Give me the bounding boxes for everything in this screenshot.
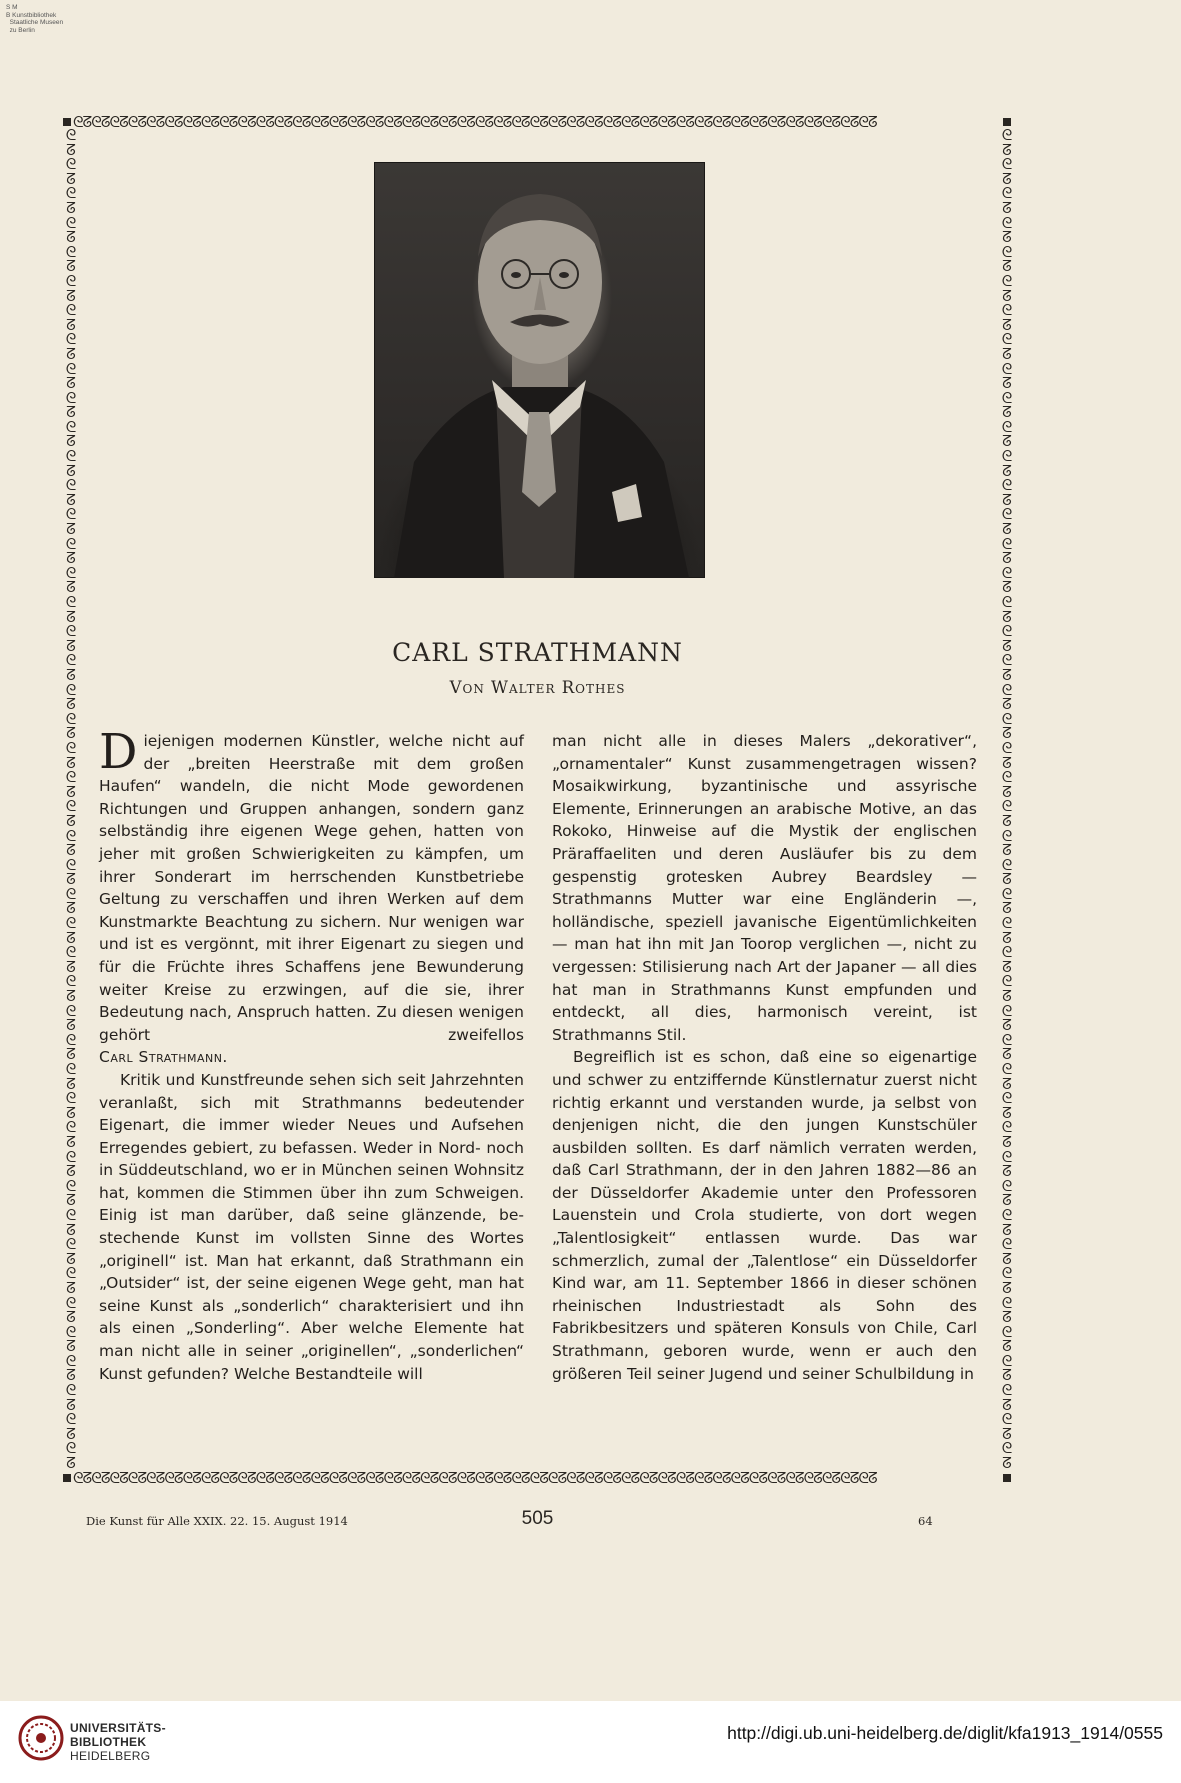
left-paragraph-1-text: iejenigen modernen Künstler, welche nicht auf der „breiten Heerstraße mit dem großen Haufen“ wandeln, die nicht Mode gewordenen Richtungen und Gruppen anhangen, sondern ganz selbständig ihre eigenen Wege gehen, hatten von jeher mit großen Schwierigkeiten zu kämpfen, um ihrer Sonderart im herrschenden Kunstbetriebe Geltung zu verschaffen und ihren Werken auf dem Kunstmarkte Beachtung zu sichern. Nur wenigen war und ist es vergönnt, mit ihrer Eigenart zu siegen und für die Früchte ihres Schaffens jene Bewunderung weiter Kreise zu erzwingen, auf die sie, ihrer Bedeutung nach, Anspruch hatten. Zu diesen wenigen gehört zweifellos (99, 732, 524, 1044)
library-bar (0, 1701, 1181, 1783)
left-eye (511, 272, 521, 278)
library-name-line-3: HEIDELBERG (70, 1749, 151, 1763)
ornament-border-top: ᘓᘔᘓᘔᘓᘔᘓᘔᘓᘔᘓᘔᘓᘔᘓᘔᘓᘔᘓᘔᘓᘔᘓᘔᘓᘔᘓᘔᘓᘔᘓᘔᘓᘔᘓᘔᘓᘔᘓᘔᘓᘔᘓᘔᘓᘔᘓᘔᘓᘔᘓᘔᘓᘔᘓᘔᘓᘔᘓᘔᘓᘔᘓᘔᘓᘔᘓᘔᘓᘔᘓᘔᘓᘔᘓᘔᘓᘔᘓᘔᘓᘔᘓᘔᘓᘔᘓᘔ (73, 115, 877, 129)
artist-name: Carl Strathmann. (99, 1048, 228, 1067)
portrait-photograph (374, 162, 705, 578)
frame-corner-bottom-right (1003, 1474, 1011, 1482)
university-seal-icon (18, 1715, 64, 1761)
right-column (552, 730, 977, 1385)
ornament-border-bottom: ᘓᘔᘓᘔᘓᘔᘓᘔᘓᘔᘓᘔᘓᘔᘓᘔᘓᘔᘓᘔᘓᘔᘓᘔᘓᘔᘓᘔᘓᘔᘓᘔᘓᘔᘓᘔᘓᘔᘓᘔᘓᘔᘓᘔᘓᘔᘓᘔᘓᘔᘓᘔᘓᘔᘓᘔᘓᘔᘓᘔᘓᘔᘓᘔᘓᘔᘓᘔᘓᘔᘓᘔᘓᘔᘓᘔᘓᘔᘓᘔᘓᘔᘓᘔᘓᘔᘓᘔ (73, 1471, 877, 1485)
left-paragraph-2: Kritik und Kunstfreunde sehen sich seit Jahrzehnten veranlaßt, sich mit Strathmanns bedeutender Eigenart, die immer wieder Neues und Aufsehen Erregendes gebiert, zu befassen. Weder in Nord- noch in Süddeutschland, wo er in München seinen Wohnsitz hat, kommen die Stimmen über ihn zum Schweigen. Einig ist man darüber, daß seine glänzende, bestechende Kunst im vollsten Sinne des Wortes „originell“ ist. Man hat erkannt, daß Strathmann ein „Outsider“ ist, der seine eigenen Wege geht, man hat seine Kunst als „sonderlich“ charakterisiert und ihn als einen „Sonderling“. Aber welche Elemente hat man nicht alle in seiner „originellen“, „sonderlichen“ Kunst gefunden? Welche Bestandteile will (99, 1070, 524, 1383)
library-name (70, 1721, 166, 1763)
library-name-line-1: UNIVERSITÄTS- (70, 1721, 166, 1735)
page-number: 505 (521, 1508, 554, 1529)
left-column (99, 724, 524, 1385)
ornament-border-left: ᘓᘔᘓᘔᘓᘔᘓᘔᘓᘔᘓᘔᘓᘔᘓᘔᘓᘔᘓᘔᘓᘔᘓᘔᘓᘔᘓᘔᘓᘔᘓᘔᘓᘔᘓᘔᘓᘔᘓᘔᘓᘔᘓᘔᘓᘔᘓᘔᘓᘔᘓᘔᘓᘔᘓᘔᘓᘔᘓᘔᘓᘔᘓᘔᘓᘔᘓᘔᘓᘔᘓᘔᘓᘔᘓᘔᘓᘔᘓᘔᘓᘔᘓᘔᘓᘔᘓᘔᘓᘔᘓᘔ (65, 128, 77, 1470)
ornament-border-right: ᘓᘔᘓᘔᘓᘔᘓᘔᘓᘔᘓᘔᘓᘔᘓᘔᘓᘔᘓᘔᘓᘔᘓᘔᘓᘔᘓᘔᘓᘔᘓᘔᘓᘔᘓᘔᘓᘔᘓᘔᘓᘔᘓᘔᘓᘔᘓᘔᘓᘔᘓᘔᘓᘔᘓᘔᘓᘔᘓᘔᘓᘔᘓᘔᘓᘔᘓᘔᘓᘔᘓᘔᘓᘔᘓᘔᘓᘔᘓᘔᘓᘔᘓᘔᘓᘔᘓᘔᘓᘔᘓᘔ (1001, 128, 1013, 1470)
library-name-line-2: BIBLIOTHEK (70, 1735, 147, 1749)
source-url[interactable]: http://digi.ub.uni-heidelberg.de/diglit/kfa1913_1914/0555 (727, 1723, 1163, 1743)
drop-cap: D (99, 724, 138, 780)
frame-corner-bottom-left (63, 1474, 71, 1482)
left-paragraph-1-name (99, 1046, 524, 1069)
right-paragraph-1: man nicht alle in dieses Malers „dekorativer“, „ornamentaler“ Kunst zusammengetragen wissen? Mosaikwirkung, byzantinische und assyrische Elemente, Erinnerungen an arabische Motive, an das Rokoko, Hinweise auf die Mystik der englischen Präraffaeliten und deren Ausläufer bis zu dem gespenstig grotesken Aubrey Beardsley — Strathmanns Mutter war eine Engländerin —, holländische, speziell javanische Eigentümlichkeiten — man hat ihn mit Jan Toorop verglichen —, nicht zu vergessen: Stilisierung nach Art der Japaner — all dies hat man in Strathmanns Kunst empfunden und entdeckt, all dies, harmonisch vereint, ist Strathmanns Stil. (552, 732, 977, 1044)
signature-mark: 64 (918, 1514, 933, 1528)
right-paragraph-2: Begreiflich ist es schon, daß eine so eigenartige und schwer zu entziffernde Künstlernatur zuerst nicht richtig erkannt und verstanden wurde, ja selbst von denjenigen nicht, die den jungen Kunstschüler ausbilden sollten. Es darf nämlich verraten werden, daß Carl Strathmann, der in den Jahren 1882—86 an der Düsseldorfer Akademie unter den Professoren Lauenstein und Crola studierte, von dort wegen „Talentlosigkeit“ entlassen wurde. Das war schmerzlich, zumal der „Talentlose“ ein Düsseldorfer Kind war, am 11. September 1866 in dieser schönen rheinischen Industriestadt als Sohn des Fabrikbesitzers und späteren Konsuls von Chile, Carl Strathmann, geboren wurde, wenn er auch den größeren Teil seiner Jugend und seiner Schulbildung in (552, 1048, 977, 1383)
library-stamp: S M B Kunstbibliothek Staatliche Museen zu Berlin (6, 4, 64, 34)
portrait-figure (374, 162, 705, 578)
left-paragraph-1 (99, 724, 524, 1046)
article-title: CARL STRATHMANN (392, 638, 683, 667)
article-byline: Von Walter Rothes (449, 678, 626, 697)
frame-corner-top-left (63, 118, 71, 126)
right-eye (559, 272, 569, 278)
journal-reference: Die Kunst für Alle XXIX. 22. 15. August 1914 (86, 1514, 348, 1528)
frame-corner-top-right (1003, 118, 1011, 126)
